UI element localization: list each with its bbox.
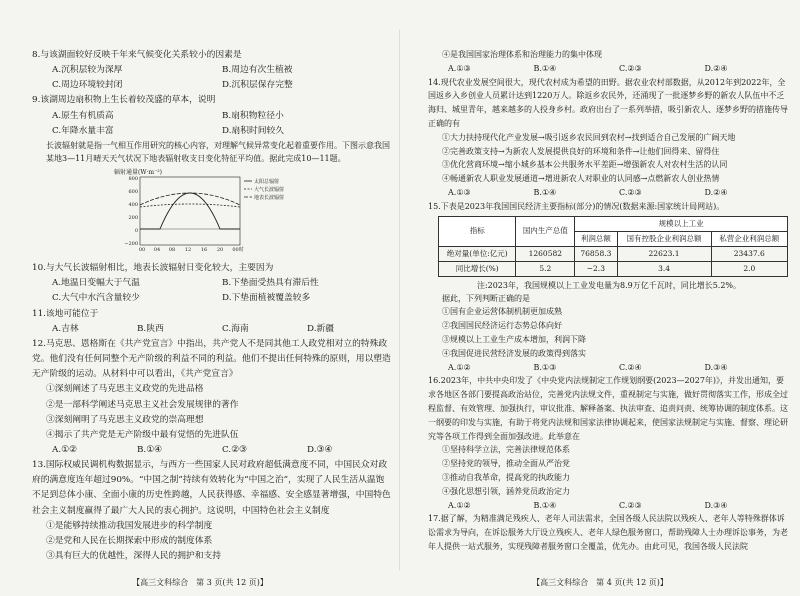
table-header-group: 规模以上工业	[575, 216, 788, 231]
option-b: B.陕西	[137, 323, 164, 334]
table-header-state: 国有控股企业利润总额	[617, 231, 711, 246]
page-3-content	[32, 48, 392, 564]
option-d: D.②④	[704, 63, 728, 73]
chart-plot-area	[140, 177, 240, 245]
option-c: C.②③	[222, 444, 247, 455]
question-10-stem: 10.与大气长波辐射相比，地表长波辐射日变化较大，主要因为	[32, 263, 274, 274]
question-9-stem: 9.该湖周边扇积物上生长着较茂盛的草本，说明	[32, 95, 216, 106]
question-16-options	[428, 499, 790, 513]
statement-1: ①国有企业运营体制机制更加成熟	[442, 307, 562, 317]
x-tick: 00	[138, 246, 146, 253]
option-d: D.新疆	[307, 323, 334, 334]
legend-surface: 地表长波辐射	[254, 194, 285, 201]
option-d: D.③④	[704, 500, 728, 510]
option-d: D.③④	[307, 444, 333, 455]
y-tick: 200	[128, 214, 138, 221]
option-b: B.①④	[533, 500, 557, 510]
option-d: D.③④	[704, 362, 728, 372]
option-b: B.①③	[533, 362, 557, 372]
option-c: C.②③	[619, 63, 642, 73]
statement-3: ③具有巨大的优越性，深得人民的拥护和支持	[46, 551, 221, 562]
option-b: B.①④	[533, 63, 557, 73]
option-d: D.②④	[704, 187, 728, 197]
legend-solar: 太阳总辐射	[254, 178, 280, 185]
option-c: C.大气中水汽含量较少	[52, 293, 140, 304]
statement-3: ③规模以上工业生产成本增加，利润下降	[442, 334, 586, 344]
table-cell: −2.3	[575, 261, 617, 276]
material-intro: 长波辐射就是指一气相互作用研究的核心内容，对理解气候异常变化起着重要作用。下图示意我国某地3—11月晴天天气状况下地表辐射收支日变化特征平均值。据此完成10—11题。	[46, 140, 390, 163]
option-d: D.下垫面植被覆盖较多	[222, 293, 311, 304]
x-tick: 12	[184, 246, 192, 253]
y-tick: 800	[128, 175, 138, 182]
x-tick: 16	[200, 246, 208, 253]
statement-4: ④是我国国家治理体系和治理能力的集中体现	[442, 50, 602, 59]
question-14-stem: 14.现代农业发展空间很大，现代农村成为希望的田野。据农业农村部数据，从2012年到2022年，全国返乡入乡创业人员累计达到1220万人。除返乡农民外，还涌现了一批逐梦乡野的新农人队伍中不乏海归、城里青年，越来越多的人投身乡村。政府出台了一系列举措，吸引新农人、逐梦乡野的措施传导正确的有	[428, 77, 788, 128]
page-4-footer: 【高三文科综合 第 4 页(共 12 页)】	[532, 578, 668, 587]
x-tick: 00时	[232, 246, 244, 253]
atmosphere-longwave-line	[140, 204, 240, 207]
y-tick: −200	[124, 240, 138, 247]
question-17-stem: 17.据了解，为精准满足残疾人、老年人司法需求，全国各级人民法院以残疾人、老年人等特殊群体诉讼需求为导向，在诉讼服务大厅设立残疾人、老年人绿色服务窗口，帮助残障人士办理诉讼事务，为老年人提供一站式服务，实现残障者服务窗口全覆盖，优先办。由此可见，我国各级人民法院	[428, 514, 788, 551]
row-label: 绝对量(单位:亿元)	[439, 246, 516, 261]
statement-4: ④畅通新农人职业发展通道→增进新农人对职业的认同感→点燃新农人创业热情	[442, 174, 720, 184]
option-b: B.①④	[533, 187, 557, 197]
table-header-private: 私营企业利润总额	[711, 231, 787, 246]
statement-3: ③优化营商环境→缩小城乡基本公共服务水平差距→增强新农人对农村生活的认同	[442, 160, 728, 170]
chart-ylabel: 辐射通量(W·m⁻²)	[114, 168, 163, 176]
question-9-options	[32, 109, 392, 139]
table-cell: 5.2	[516, 261, 575, 276]
statement-2: ②坚持党的领导，推动全面从严治党	[442, 459, 570, 469]
question-8-stem: 8.与该湖面较好反映千年来气候变化关系较小的因素是	[32, 50, 242, 60]
option-b: B.①④	[137, 444, 162, 455]
table-row	[439, 246, 788, 261]
surface-longwave-line	[140, 193, 240, 205]
table-cell: 2.0	[711, 261, 787, 276]
option-a: A.①③	[448, 187, 471, 197]
table-row	[439, 261, 788, 276]
table-cell: 1260582	[516, 246, 575, 261]
page-3-footer: 【高三文科综合 第 3 页(共 12 页)】	[132, 578, 268, 587]
option-b: B.下垫面受热具有滞后性	[222, 278, 319, 289]
table-header-gdp: 国内生产总值	[516, 216, 575, 246]
statement-1: ①大力扶持现代化产业发展→吸引返乡农民回到农村→找到适合自己发展的广阔天地	[442, 132, 736, 142]
table-cell: 3.4	[617, 261, 711, 276]
option-a: A.吉林	[52, 323, 79, 334]
option-c: C.年降水量丰富	[52, 125, 114, 136]
page-4-content	[428, 48, 790, 554]
question-15-options	[428, 361, 790, 375]
table-header-profit: 利润总额	[575, 231, 617, 246]
statement-3: ③深刻阐明了马克思主义政党的崇高理想	[46, 414, 204, 425]
question-16-stem: 16.2023年，中共中央印发了《中央党内法规制定工作规划纲要(2023—2027年)》，并发出通知，要求各地区各部门要提高政治站位，完善党内法规文件，重视制定与实施，做好贯彻落实工作，形成全过程监督、有效管理、加强执行，审议批准、解释备案、执法审查、追责问责、统筹协调的制度体系。这一纲要的印发与实施，有助于将党内法规和国家法律协调起来，使国家法规制定与实施、督察、理论研究等各项工作得到全面加强改进。此举意在	[428, 376, 788, 441]
statement-3: ③推动自我革命，提高党的执政能力	[442, 472, 570, 482]
statement-2: ②是党和人民在长期探索中形成的制度体系	[46, 535, 213, 546]
option-a: A.地温日变幅大于气温	[52, 278, 140, 289]
option-c: C.②④	[619, 362, 642, 372]
radiation-chart	[110, 167, 290, 253]
question-10-options	[32, 276, 392, 306]
question-15-lead: 据此，下列判断正确的是	[442, 293, 530, 303]
table-cell: 76858.3	[575, 246, 617, 261]
page-4	[400, 0, 800, 596]
statement-2: ②是一部科学阐述马克思主义社会发展规律的著作	[46, 399, 239, 410]
solar-radiation-line	[140, 193, 240, 229]
option-a: A.①②	[52, 444, 77, 455]
y-tick: 0	[134, 227, 138, 234]
question-13-stem: 13.国际权威民调机构数据显示，与西方一些国家人民对政府超低满意度不同，中国民众对政府的满意度连年超过90%。“中国之制”持续有效转化为“中国之治”，实现了人民生活从温饱不足到总体小康、全面小康的历史性跨越，人民获得感、幸福感、安全感显著增强，中国特色社会主义制度赢得了最广大人民的衷心拥护。这说明，中国特色社会主义制度	[32, 460, 391, 516]
option-c: C.海南	[222, 323, 249, 334]
question-15-stem: 15.下表是2023年我国国民经济主要指标(部分)的情况(数据来源:国家统计局网站)。	[428, 201, 725, 211]
statement-4: ④我国促进民营经济发展的政策得到落实	[442, 348, 586, 358]
question-11-options	[32, 322, 392, 337]
option-c: C.②③	[619, 500, 642, 510]
y-tick: 600	[128, 188, 138, 195]
option-a: A.原生有机质高	[52, 110, 114, 121]
option-d: D.沉积层保存完整	[222, 80, 293, 91]
question-12-stem: 12.马克思、恩格斯在《共产党宣言》中指出，共产党人不是同其他工人政党相对立的特殊政党。他们没有任何同整个无产阶级的利益不同的利益。他们不提出任何特殊的原则，用以塑造无产阶级的运动。从材料中可以看出，《共产党宣言》	[32, 338, 391, 380]
option-a: A.①②	[448, 362, 471, 372]
statement-1: ①坚持科学立法，完善法律规范体系	[442, 445, 570, 455]
question-13-options	[428, 62, 790, 76]
option-c: C.周边环境较封闭	[52, 80, 123, 91]
option-b: B.扇积物粒径小	[222, 110, 284, 121]
option-d: D.扇积时间较久	[222, 125, 284, 136]
x-tick: 04	[153, 246, 161, 253]
question-12-options	[32, 443, 392, 458]
option-a: A.①②	[448, 500, 471, 510]
question-14-options	[428, 186, 790, 200]
question-8-options	[32, 63, 392, 93]
x-tick: 20	[216, 246, 224, 253]
legend-atmosphere: 大气长波辐射	[254, 186, 285, 193]
x-tick: 08	[168, 246, 176, 253]
table-note: 注:2023年，我国规模以上工业发电量为8.9万亿千瓦时，同比增长5.2%。	[476, 280, 742, 290]
statement-4: ④强化思想引领，涵养党员政治定力	[442, 486, 570, 496]
y-tick: 400	[128, 201, 138, 208]
statement-2: ②完善政策支持→为新农人发展提供良好的环境和条件→让他们回得来、留得住	[442, 146, 720, 156]
row-label: 同比增长(%)	[439, 261, 516, 276]
table-cell: 23437.6	[711, 246, 787, 261]
economy-table	[438, 216, 788, 277]
option-b: B.周边有次生植被	[222, 65, 293, 76]
table-cell: 22623.1	[617, 246, 711, 261]
option-c: C.②③	[619, 187, 642, 197]
question-11-stem: 11.该地可能位于	[32, 308, 99, 319]
option-a: A.沉积层较为深厚	[52, 65, 123, 76]
statement-1: ①是能够持续推动我国发展进步的科学制度	[46, 520, 213, 531]
statement-1: ①深刻阐述了马克思主义政党的先进品格	[46, 384, 204, 395]
table-header-index: 指标	[439, 216, 516, 246]
statement-2: ②我国国民经济运行态势总体向好	[442, 321, 562, 331]
option-a: A.①③	[448, 63, 471, 73]
statement-4: ④揭示了共产党是无产阶级中最有觉悟的先进队伍	[46, 429, 239, 440]
